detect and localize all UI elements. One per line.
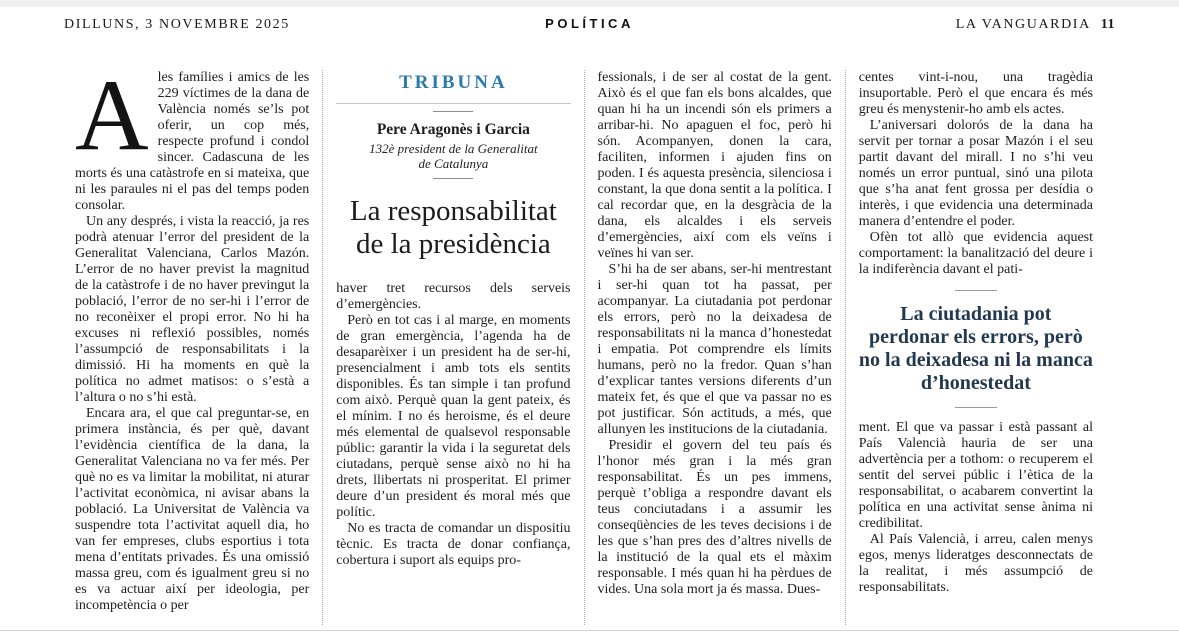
body-paragraph: No es tracta de comandar un dispositiu tècnic. Es tracta de donar confiança, cobertura i suport als equips pro- (336, 521, 571, 568)
short-rule (433, 111, 473, 112)
tribuna-header (336, 72, 570, 261)
page-number: 11 (1100, 17, 1116, 32)
column-3-paragraphs (598, 70, 832, 598)
kicker-label: TRIBUNA (399, 72, 508, 93)
short-rule (433, 178, 473, 179)
page-header (0, 7, 1179, 33)
top-strip (0, 0, 1179, 7)
drop-cap: A (75, 70, 149, 172)
body-paragraph: L’aniversari dolorós de la dana ha servit per tornar a posar Mazón i el seu partit davant del mirall. I no s’hi veu només un error puntual, sinó una pilota que s’ha anat fent grossa per desídia o interès, i que evidencia una determinada manera d’entendre el poder. (858, 118, 1093, 229)
column-1 (75, 70, 322, 625)
column-2 (322, 70, 583, 625)
author-name: Pere Aragonès i Garcia (376, 121, 530, 138)
pull-quote-top-rule (955, 290, 997, 291)
body-paragraph: Un any després, i vista la reacció, ja res podrà atenuar l’error del president de la Generalitat Valenciana, Carlos Mazón. L’error de no haver previst la magnitud de la catàstrofe i de no haver previngut la població, l’error de no ser-hi i l’error de no reconèixer el propi error. No hi ha excuses ni reflexió possibles, només l’assumpció de responsabilitats i la dimissió. Hi ha moments en què la política no admet matisos: o s’està a l’altura o no s’hi està. (75, 214, 310, 405)
author-title (336, 141, 570, 171)
pull-quote-bottom-rule (955, 407, 997, 408)
author-title-line1: 132è president de la Generalitat (369, 141, 538, 156)
pull-quote-block (859, 290, 1093, 408)
article-headline: La responsabilitat de la presidència (349, 195, 557, 260)
lead-text: les famílies i amics de les 229 víctimes de la dana de València només se’ls pot oferir, un cop més, respecte profund i condol sincer. Cadascuna de les morts és una catàstrofe en si mateixa, que ni les paraules ni el pas del temps poden consolar. (75, 70, 310, 213)
lead-paragraph (75, 70, 309, 214)
section-title: POLÍTICA (545, 16, 634, 31)
body-paragraph: Encara ara, el que cal preguntar-se, en primera instància, és per què, davant l’evidència científica de la dana, la Generalitat Valenciana no va fer més. Per què no es va limitar la mobilitat, ni aturar l’activitat econòmica, ni avisar abans la població. La Universitat de València va suspendre tota l’activitat aquell dia, ho van fer empreses, clubs esportius i tota mena d’entitats privades. És una omissió massa greu, com és igualment greu si no es va actuar així per ideologia, per incompetència o per (75, 406, 310, 613)
body-paragraph: ment. El que va passar i està passant al País Valencià hauria de ser una advertència per a tothom: o recuperem el sentit del servei públic i l’ètica de la responsabilitat, o acabarem convertint la política en una activitat sense ànima ni credibilitat. (858, 420, 1093, 531)
column-3 (584, 70, 845, 625)
masthead (634, 17, 1115, 33)
column-4 (845, 70, 1093, 625)
column-4-paragraphs-top (859, 70, 1093, 278)
masthead-name: LA VANGUARDIA (955, 17, 1091, 32)
article-body (75, 70, 1093, 625)
body-paragraph: fessionals, i de ser al costat de la gent. Això és el que fan els bons alcaldes, que quan hi ha un incendi són els primers a arribar-hi. No apaguen el foc, però hi són. Acompanyen, donen la cara, faciliten, informen i ajuden fins on poden. I és aquesta presència, silenciosa i constant, la que dona sentit a la política. I cal recordar que, en la desgràcia de la dana, els alcaldes i els serveis d’emergències, així com els veïns i veïnes hi van ser. (597, 70, 832, 261)
body-paragraph: Al País Valencià, i arreu, calen menys egos, menys lideratges desconnectats de la realitat, i més assumpció de responsabilitats. (858, 532, 1093, 595)
body-paragraph: S’hi ha de ser abans, ser-hi mentrestant i ser-hi quan tot ha passat, per acompanyar. La ciutadania pot perdonar els errors, però no la deixadesa de responsabilitats ni la manca d’honestedat i empatia. Pot comprendre els límits humans, però no la fredor. Quan s’han d’explicar tantes versions diferents d’un mateix fet, és que el que va passar no es pot justificar. Són actituds, a més, que allunyen les institucions de la ciutadania. (597, 262, 832, 437)
column-1-paragraphs (75, 214, 309, 614)
body-paragraph: centes vint-i-nou, una tragèdia insuportable. Però el que encara és més greu és menystenir-ho amb els actes. (858, 70, 1093, 117)
body-paragraph: Ofèn tot allò que evidencia aquest comportament: la banalització del deure i la indiferència davant el pati- (858, 230, 1093, 277)
body-paragraph: haver tret recursos dels serveis d’emergències. (336, 281, 571, 312)
bottom-rule (0, 630, 1179, 631)
divider-rule (336, 103, 570, 104)
edition-date: DILLUNS, 3 NOVEMBRE 2025 (64, 17, 290, 32)
column-4-paragraphs-bottom (859, 420, 1093, 596)
body-paragraph: Presidir el govern del teu país és l’honor més gran i la més gran responsabilitat. És un pes immens, perquè t’obliga a respondre davant els teus conciutadans i a assumir les conseqüències de les teves decisions i de les que s’han pres des d’altres nivells de la institució de la qual ets el màxim responsable. I més quan hi ha pèrdues de vides. Una sola mort ja és massa. Dues- (597, 438, 832, 597)
author-title-line2: de Catalunya (418, 156, 489, 171)
pull-quote: La ciutadania pot perdonar els errors, però no la deixadesa ni la manca d’honestedat (858, 303, 1093, 394)
body-paragraph: Però en tot cas i al marge, en moments de gran emergència, l’agenda ha de desaparèixer i un president ha de ser-hi, presencialment i amb tots els sentits disponibles. És tan simple i tan profund com això. Perquè quan la gent pateix, és el mínim. I no és heroisme, és el deure més elemental de qualsevol responsable públic: garantir la vida i la seguretat dels ciutadans, perquè sense això no hi ha drets, llibertats ni prosperitat. El primer deure d’un president és moral més que polític. (336, 313, 571, 520)
column-2-paragraphs (336, 281, 570, 569)
